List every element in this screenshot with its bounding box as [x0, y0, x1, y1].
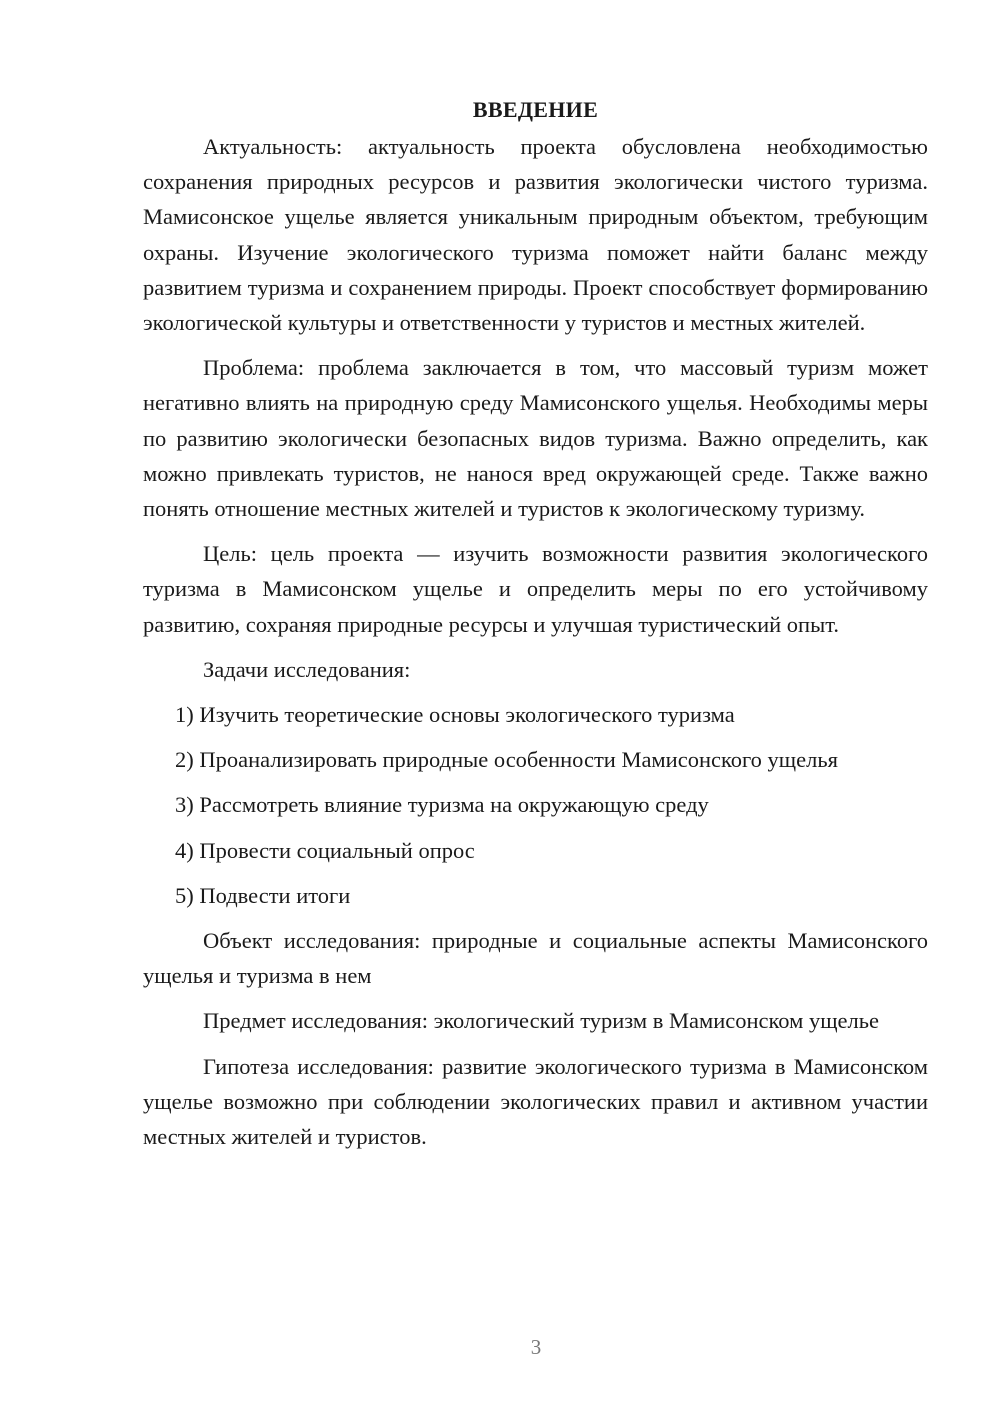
- page-title: ВВЕДЕНИЕ: [472, 97, 599, 122]
- tasks-list: [143, 697, 928, 913]
- paragraph-subject: Предмет исследования: экологический туризм в Мамисонском ущелье: [203, 1008, 880, 1034]
- list-item: 2) Проанализировать природные особенности Мамисонского ущелья: [175, 747, 838, 773]
- paragraph-object: Объект исследования: природные и социальные аспекты Мамисонского ущелья и туризма в нем: [143, 928, 928, 989]
- paragraph-problem: Проблема: проблема заключается в том, что массовый туризм может негативно влиять на природную среду Мамисонского ущелья. Необходимы меры по развитию экологически безопасных видов туризма. Важно определить, как можно привлекать туристов, не нанося вред окружающей среде. Также важно понять отношение местных жителей и туристов к экологическому туризму.: [143, 355, 928, 522]
- paragraph-goal: Цель: цель проекта — изучить возможности развития экологического туризма в Мамисонском ущелье и определить меры по его устойчивому развитию, сохраняя природные ресурсы и улучшая туристический опыт.: [143, 541, 928, 637]
- page-number: 3: [530, 1335, 542, 1359]
- document-page: [143, 95, 928, 1164]
- paragraph-relevance: Актуальность: актуальность проекта обусловлена необходимостью сохранения природных ресурсов и развития экологически чистого туризма. Мамисонское ущелье является уникальным природным объектом, требующим охраны. Изучение экологического туризма поможет найти баланс между развитием туризма и сохранением природы. Проект способствует формированию экологической культуры и ответственности у туристов и местных жителей.: [143, 134, 928, 336]
- list-item: 3) Рассмотреть влияние туризма на окружающую среду: [175, 792, 709, 818]
- list-item: 5) Подвести итоги: [175, 882, 351, 908]
- tasks-heading: Задачи исследования:: [203, 656, 411, 682]
- list-item: 1) Изучить теоретические основы экологического туризма: [175, 702, 735, 728]
- paragraph-hypothesis: Гипотеза исследования: развитие экологического туризма в Мамисонском ущелье возможно при соблюдении экологических правил и активном участии местных жителей и туристов.: [143, 1053, 928, 1150]
- list-item: 4) Провести социальный опрос: [175, 837, 475, 863]
